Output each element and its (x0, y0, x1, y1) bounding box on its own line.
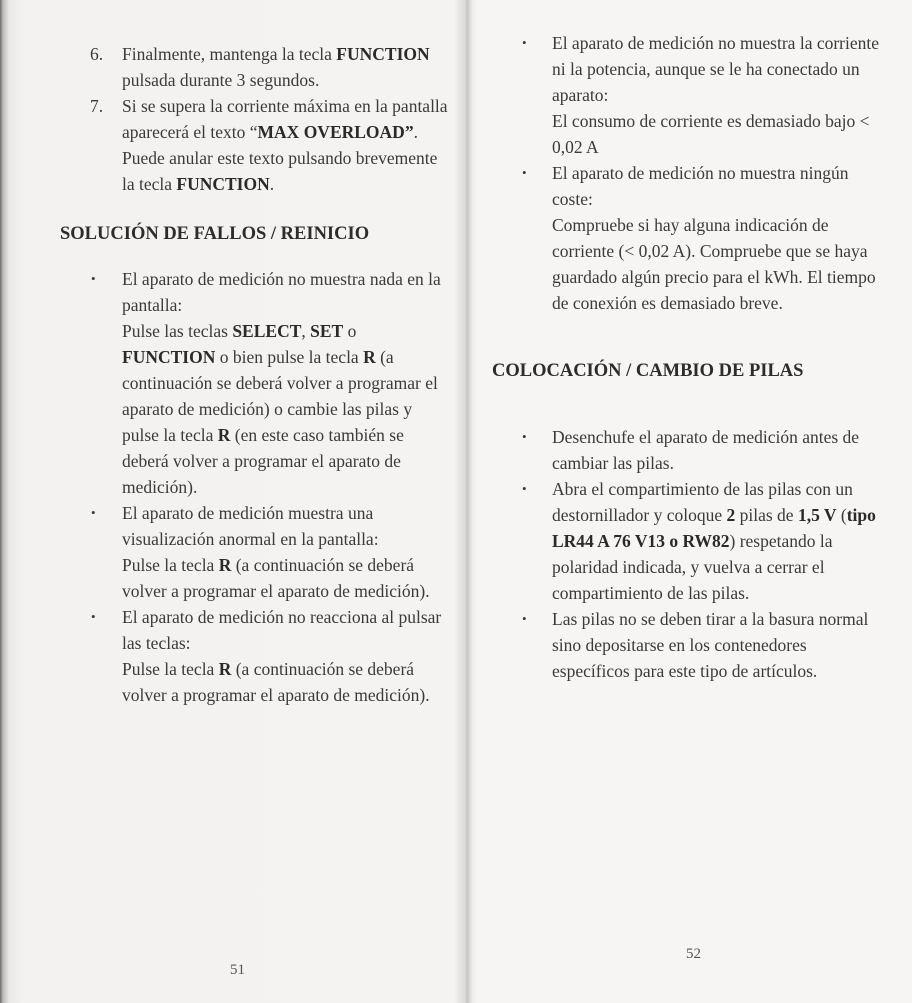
problem-text: El aparato de medición no muestra ningún coste: (552, 163, 849, 209)
book-gutter (454, 0, 478, 1003)
bold-term: SELECT (232, 321, 302, 341)
left-page-content (60, 41, 450, 708)
section-heading-batteries: COLOCACIÓN / CAMBIO DE PILAS (492, 361, 804, 381)
bold-term: FUNCTION (336, 44, 430, 64)
bold-term: tipo LR44 A 76 V13 o RW82 (552, 505, 876, 551)
page-number-right: 52 (686, 946, 701, 962)
step-number: 6. (90, 44, 104, 64)
list-item (492, 606, 882, 684)
bold-term: R (218, 555, 232, 575)
bullet-glyph: • (91, 609, 96, 624)
solution-text: Pulse las teclas SELECT, SET o FUNCTION o bien pulse la tecla R (a continuación se deberá volver a programar el aparato de medición) o cambie las pilas y pulse la tecla R (en este caso también se deberá volver a programar el aparato de medición). (122, 321, 438, 497)
list-item (492, 424, 882, 476)
bold-term: FUNCTION (176, 174, 270, 194)
solution-text: El consumo de corriente es demasiado bajo < 0,02 A (552, 111, 870, 157)
problem-text: El aparato de medición no muestra la corriente ni la potencia, aunque se le ha conectado un aparato: (552, 33, 880, 105)
bullet-glyph: • (522, 481, 527, 496)
step-number: 7. (90, 96, 104, 116)
problem-text: El aparato de medición muestra una visualización anormal en la pantalla: (122, 503, 379, 549)
bullet-glyph: • (522, 165, 527, 180)
solution-text: Pulse la tecla R (a continuación se deberá volver a programar el aparato de medición). (122, 659, 430, 705)
bold-term: 2 (726, 505, 736, 525)
instruction-steps (60, 41, 450, 197)
battery-list (492, 424, 882, 684)
step-item (60, 93, 450, 197)
troubleshooting-list-continued (492, 30, 882, 316)
list-item (60, 266, 450, 500)
bold-term: R (218, 659, 232, 679)
instruction-text: Las pilas no se deben tirar a la basura normal sino depositarse en los contenedores específicos para este tipo de artículos. (552, 609, 869, 681)
bullet-glyph: • (91, 271, 96, 286)
list-item (492, 160, 882, 316)
bold-term: FUNCTION (122, 347, 216, 367)
problem-text: El aparato de medición no reacciona al pulsar las teclas: (122, 607, 442, 653)
step-item (60, 41, 450, 93)
list-item (60, 604, 450, 708)
troubleshooting-list (60, 266, 450, 708)
page-number-left: 51 (230, 962, 245, 978)
right-page-content (492, 30, 882, 684)
instruction-text: Desenchufe el aparato de medición antes de cambiar las pilas. (552, 427, 860, 473)
instruction-text: Abra el compartimiento de las pilas con un destornillador y coloque 2 pilas de 1,5 V (tipo LR44 A 76 V13 o RW82) respetando la polaridad indicada, y vuelva a cerrar el compartimiento de las pilas. (552, 479, 876, 603)
bold-term: 1,5 V (797, 505, 837, 525)
section-heading-troubleshooting: SOLUCIÓN DE FALLOS / REINICIO (60, 224, 370, 244)
bold-term: SET (310, 321, 344, 341)
bold-term: MAX OVERLOAD” (257, 122, 414, 142)
bold-term: R (217, 425, 231, 445)
solution-text: Compruebe si hay alguna indicación de corriente (< 0,02 A). Compruebe que se haya guardado algún precio para el kWh. El tiempo de conexión es demasiado breve. (552, 215, 876, 313)
bold-term: R (363, 347, 376, 367)
list-item (492, 476, 882, 606)
bullet-glyph: • (522, 429, 527, 444)
list-item (60, 500, 450, 604)
bullet-glyph: • (91, 505, 96, 520)
step-text: Si se supera la corriente máxima en la pantalla aparecerá el texto “MAX OVERLOAD”. Puede anular este texto pulsando brevemente la tecla FUNCTION. (122, 96, 448, 194)
list-item (492, 30, 882, 160)
bullet-glyph: • (522, 35, 527, 50)
problem-text: El aparato de medición no muestra nada en la pantalla: (122, 269, 441, 315)
bullet-glyph: • (522, 611, 527, 626)
step-text: Finalmente, mantenga la tecla FUNCTION pulsada durante 3 segundos. (122, 44, 430, 90)
solution-text: Pulse la tecla R (a continuación se deberá volver a programar el aparato de medición). (122, 555, 430, 601)
